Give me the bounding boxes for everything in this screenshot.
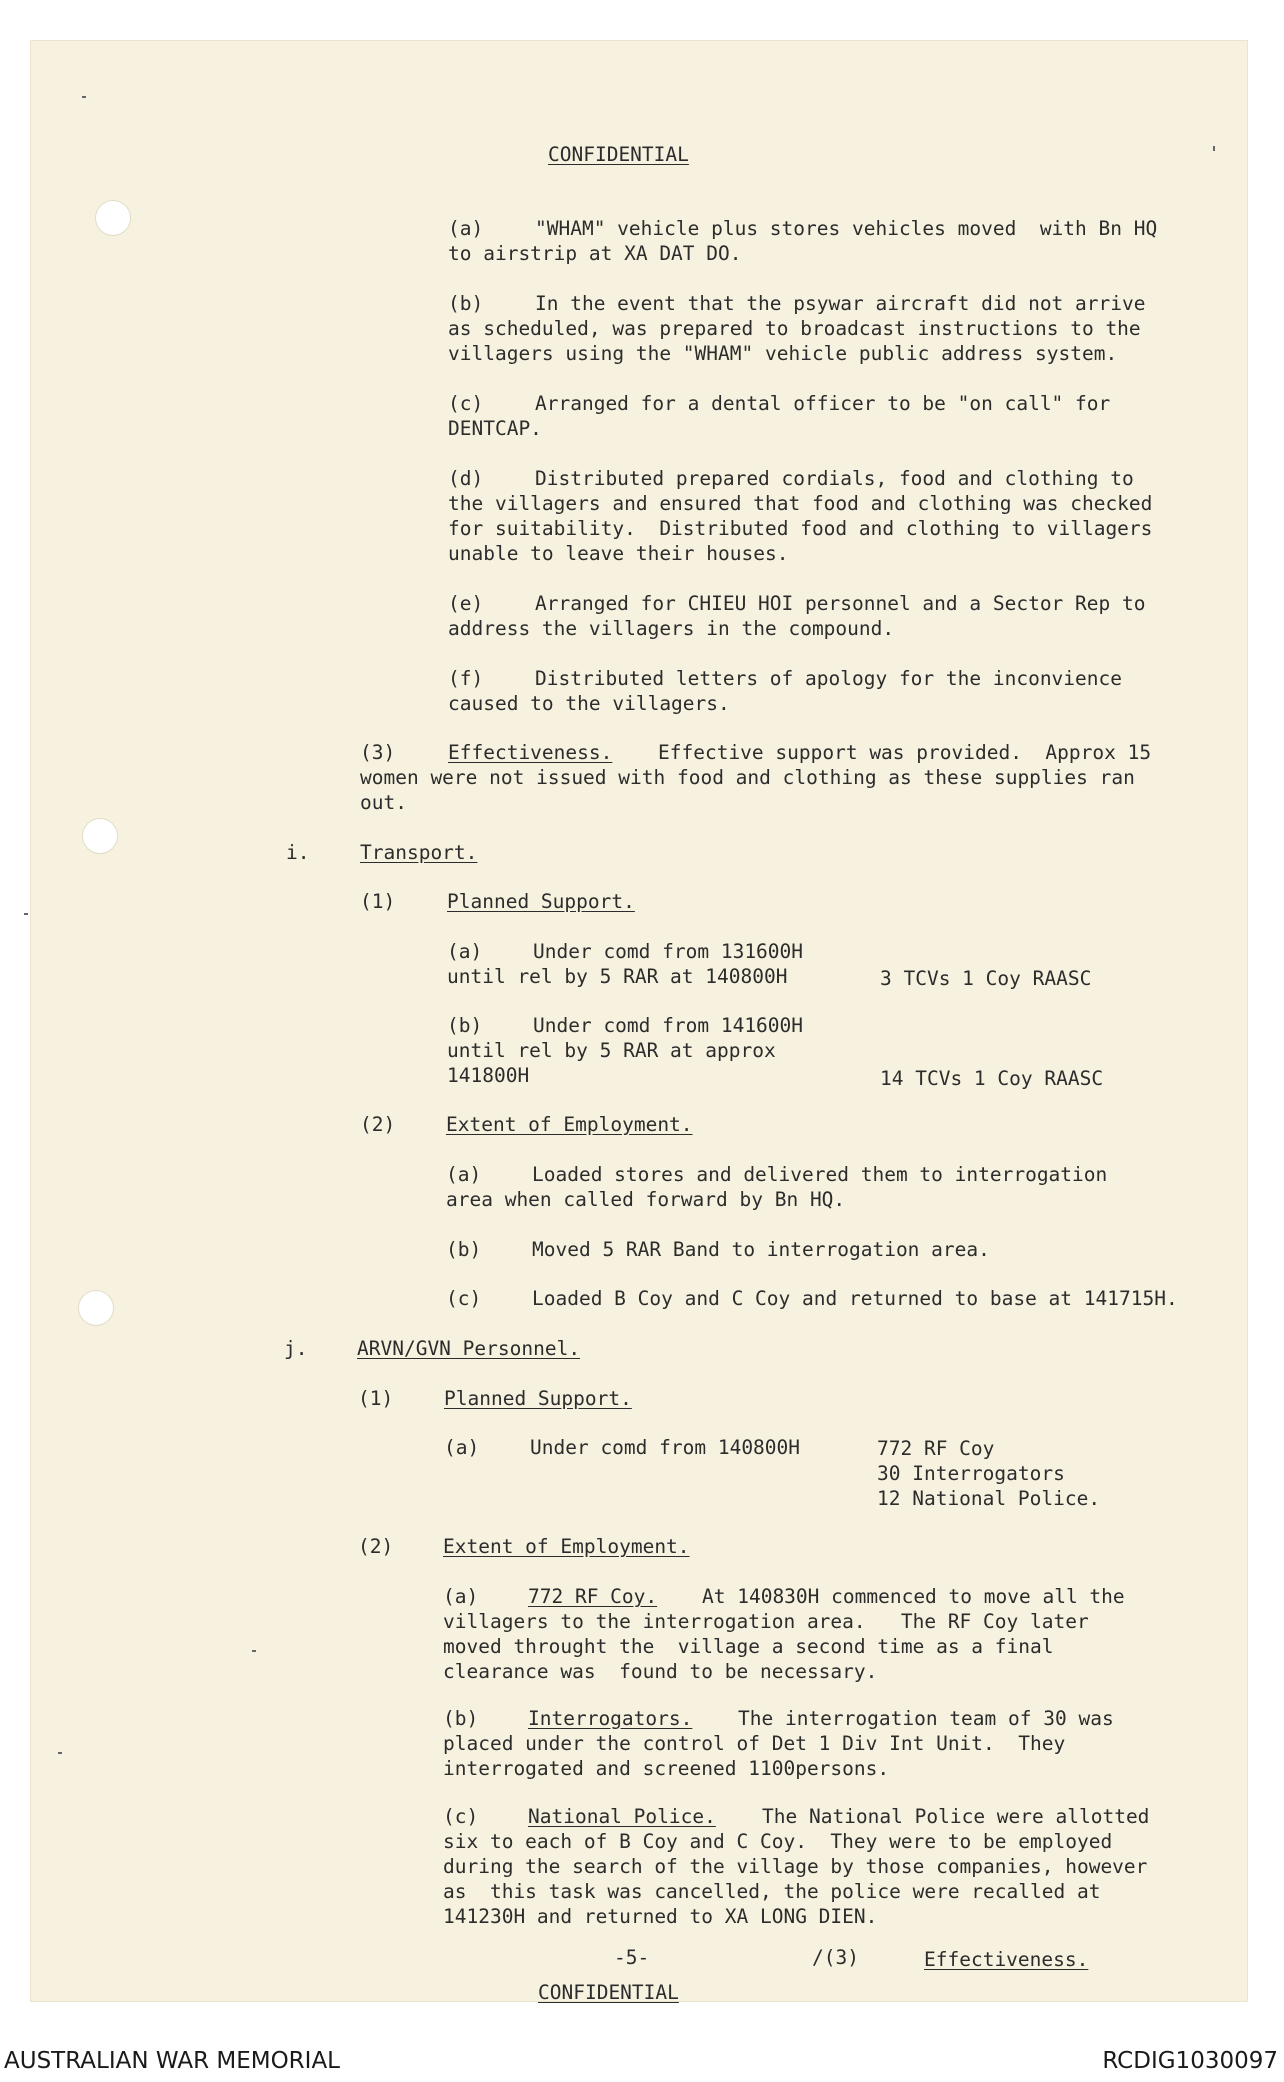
item-label: (b) [443,1707,479,1730]
paragraph-line: interrogated and screened 1100persons. [443,1757,890,1780]
paragraph-line: Effective support was provided. Approx 15 [658,741,1152,764]
item-label: (b) [447,1014,483,1037]
subsection-label: (1) [358,1387,394,1410]
subsection-label: (3) [360,741,396,764]
paragraph-line: 141800H [447,1064,530,1087]
paragraph-line: during the search of the village by those companies, however [443,1855,1148,1878]
paragraph-line: unable to leave their houses. [448,542,789,565]
paragraph-line: six to each of B Coy and C Coy. They were to be employed [443,1830,1113,1853]
item-label: (a) [447,940,483,963]
subsection-label: (1) [360,890,396,913]
item-label: (b) [448,292,484,315]
section-title: Transport. [360,841,478,864]
item-label: (c) [448,392,484,415]
resource-entry: 12 National Police. [877,1487,1101,1510]
paragraph-line: Loaded stores and delivered them to interrogation [532,1163,1108,1186]
paragraph-line: Distributed letters of apology for the inconvience [535,667,1122,690]
classification-footer: CONFIDENTIAL [538,1981,679,2004]
resource-entry: 30 Interrogators [877,1462,1065,1485]
paragraph-line: as this task was cancelled, the police were recalled at [443,1880,1101,1903]
item-label: (b) [446,1238,482,1261]
subsection-heading: Extent of Employment. [446,1113,693,1136]
paragraph-line: Distributed prepared cordials, food and clothing to [535,467,1134,490]
paragraph-line: Arranged for CHIEU HOI personnel and a Sector Rep to [535,592,1146,615]
classification-header: CONFIDENTIAL [548,143,689,166]
item-label: (f) [448,667,484,690]
item-label: (c) [443,1805,479,1828]
punch-hole [78,1290,114,1326]
paragraph-line: out. [360,791,407,814]
paragraph-line: The National Police were allotted [762,1805,1150,1828]
item-heading: Interrogators. [528,1707,693,1730]
paragraph-line: 141230H and returned to XA LONG DIEN. [443,1905,878,1928]
paragraph-line: DENTCAP. [448,417,542,440]
continuation-marker: /(3) [812,1946,859,1969]
resource-entry: 3 TCVs 1 Coy RAASC [880,967,1092,990]
item-label: (a) [444,1436,480,1459]
paragraph-line: moved throught the village a second time as a final [443,1635,1054,1658]
paragraph-line: address the villagers in the compound. [448,617,895,640]
resource-entry: 14 TCVs 1 Coy RAASC [880,1067,1104,1090]
section-letter: i. [286,841,310,864]
item-label: (a) [443,1585,479,1608]
paragraph-line: clearance was found to be necessary. [443,1660,878,1683]
item-label: (e) [448,592,484,615]
paragraph-line: to airstrip at XA DAT DO. [448,242,742,265]
paragraph-line: women were not issued with food and clothing as these supplies ran [360,766,1135,789]
punch-hole [95,200,131,236]
section-letter: j. [284,1337,308,1360]
subsection-heading: Effectiveness. [448,741,613,764]
paragraph-line: villagers to the interrogation area. The RF Coy later [443,1610,1089,1633]
subsection-heading: Planned Support. [447,890,635,913]
subsection-label: (2) [360,1113,396,1136]
item-label: (a) [448,217,484,240]
punch-hole [82,818,118,854]
paragraph-line: villagers using the "WHAM" vehicle public address system. [448,342,1118,365]
paragraph-line: Under comd from 131600H [533,940,804,963]
subsection-label: (2) [358,1535,394,1558]
paragraph-line: area when called forward by Bn HQ. [446,1188,846,1211]
paragraph-line: At 140830H commenced to move all the [702,1585,1125,1608]
item-heading: 772 RF Coy. [528,1585,658,1608]
paragraph-line: caused to the villagers. [448,692,730,715]
margin-mark [252,1650,256,1652]
paragraph-line: until rel by 5 RAR at 140800H [447,965,788,988]
margin-mark [58,1752,62,1754]
page-number: -5- [614,1946,650,1969]
margin-mark [1213,146,1215,151]
paragraph-line: In the event that the psywar aircraft did not arrive [535,292,1146,315]
subsection-heading: Planned Support. [444,1387,632,1410]
paragraph-line: the villagers and ensured that food and clothing was checked [448,492,1153,515]
paragraph-line: The interrogation team of 30 was [738,1707,1114,1730]
subsection-heading: Extent of Employment. [443,1535,690,1558]
paragraph-line: Moved 5 RAR Band to interrogation area. [532,1238,990,1261]
margin-mark [82,96,86,98]
paragraph-line: "WHAM" vehicle plus stores vehicles moved with Bn HQ [535,217,1158,240]
archive-id: RCDIG1030097 [1102,2048,1278,2074]
item-heading: National Police. [528,1805,716,1828]
margin-mark [24,913,28,915]
paragraph-line: Under comd from 141600H [533,1014,804,1037]
item-label: (c) [446,1287,482,1310]
archive-credit: AUSTRALIAN WAR MEMORIAL [4,2048,340,2074]
paragraph-line: until rel by 5 RAR at approx [447,1039,776,1062]
item-label: (d) [448,467,484,490]
continuation-heading: Effectiveness. [924,1948,1089,1971]
paragraph-line: placed under the control of Det 1 Div Int Unit. They [443,1732,1066,1755]
paragraph-line: Loaded B Coy and C Coy and returned to base at 141715H. [532,1287,1178,1310]
paragraph-line: for suitability. Distributed food and clothing to villagers [448,517,1153,540]
resource-entry: 772 RF Coy [877,1437,995,1460]
paragraph-line: Arranged for a dental officer to be "on call" for [535,392,1111,415]
paragraph-line: Under comd from 140800H [530,1436,801,1459]
paragraph-line: as scheduled, was prepared to broadcast instructions to the [448,317,1141,340]
section-title: ARVN/GVN Personnel. [357,1337,581,1360]
item-label: (a) [446,1163,482,1186]
